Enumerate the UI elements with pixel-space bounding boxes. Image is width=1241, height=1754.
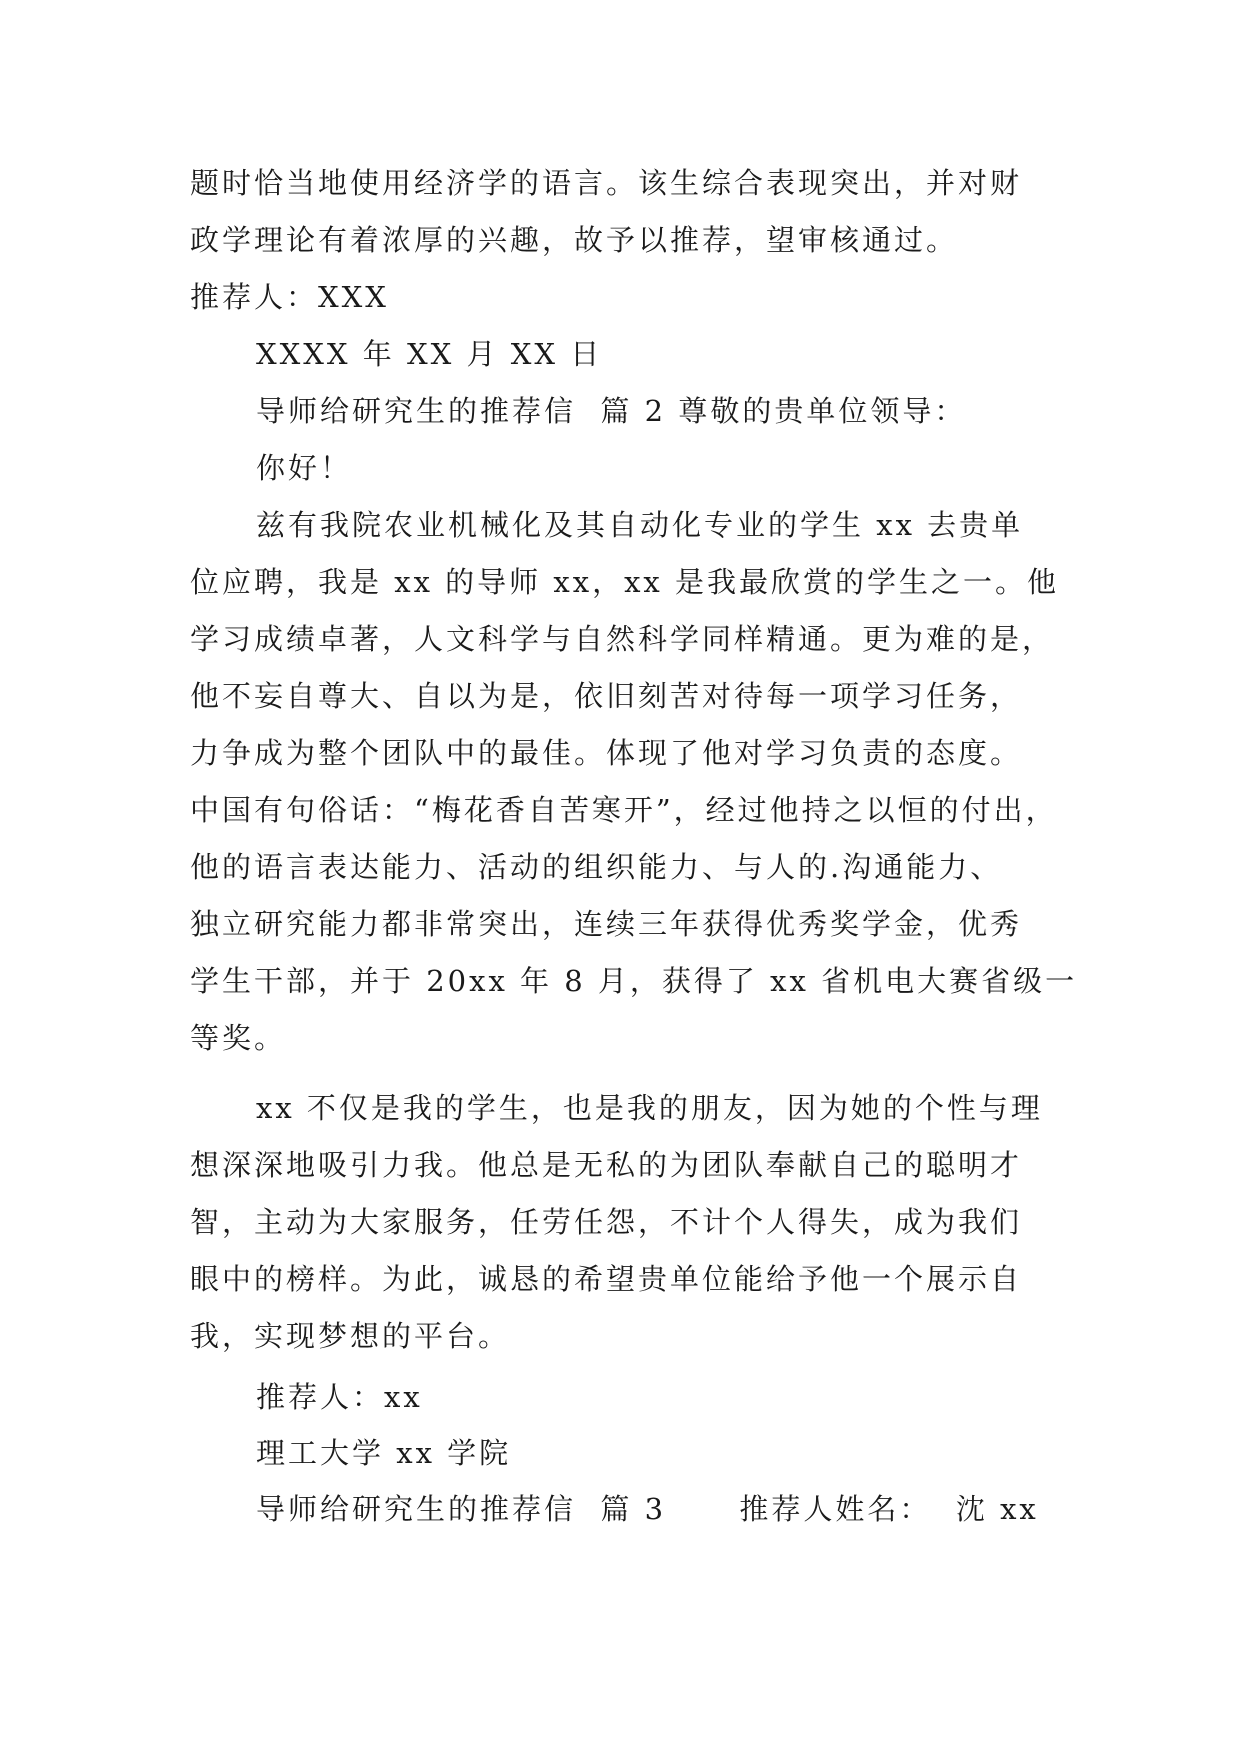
text-line: 学生干部，并于 20xx 年 8 月，获得了 xx 省机电大赛省级一: [190, 964, 1078, 998]
text-line: 他的语言表达能力、活动的组织能力、与人的.沟通能力、: [190, 850, 1003, 884]
text-line: 政学理论有着浓厚的兴趣，故予以推荐，望审核通过。: [190, 223, 959, 257]
text-line: 学习成绩卓著，人文科学与自然科学同样精通。更为难的是，: [190, 622, 1055, 656]
section-heading: 导师给研究生的推荐信 篇 2 尊敬的贵单位领导：: [256, 394, 967, 428]
text-line: 眼中的榜样。为此，诚恳的希望贵单位能给予他一个展示自: [190, 1262, 1023, 1296]
section-heading: 导师给研究生的推荐信 篇 3 推荐人姓名： 沈 xx: [256, 1492, 1039, 1526]
text-line: 独立研究能力都非常突出，连续三年获得优秀奖学金，优秀: [190, 907, 1023, 941]
text-line: 他不妄自尊大、自以为是，依旧刻苦对待每一项学习任务，: [190, 679, 1023, 713]
date-line: XXXX 年 XX 月 XX 日: [256, 337, 603, 371]
text-line: 位应聘，我是 xx 的导师 xx，xx 是我最欣赏的学生之一。他: [190, 565, 1060, 599]
text-line: 力争成为整个团队中的最佳。体现了他对学习负责的态度。: [190, 736, 1023, 770]
text-line: 等奖。: [190, 1021, 287, 1055]
recommender-line: 推荐人：XXX: [190, 280, 389, 314]
institution-line: 理工大学 xx 学院: [256, 1436, 512, 1470]
text-line: 想深深地吸引力我。他总是无私的为团队奉献自己的聪明才: [190, 1148, 1023, 1182]
text-line: 兹有我院农业机械化及其自动化专业的学生 xx 去贵单: [256, 508, 1024, 542]
text-line: 题时恰当地使用经济学的语言。该生综合表现突出，并对财: [190, 166, 1023, 200]
text-line: 中国有句俗话：“梅花香自苦寒开”，经过他持之以恒的付出，: [190, 793, 1058, 827]
recommender-line: 推荐人：xx: [256, 1380, 423, 1414]
text-line: xx 不仅是我的学生，也是我的朋友，因为她的个性与理: [256, 1091, 1043, 1125]
text-line: 我，实现梦想的平台。: [190, 1319, 511, 1353]
text-line: 智，主动为大家服务，任劳任怨，不计个人得失，成为我们: [190, 1205, 1023, 1239]
greeting: 你好！: [256, 451, 353, 485]
